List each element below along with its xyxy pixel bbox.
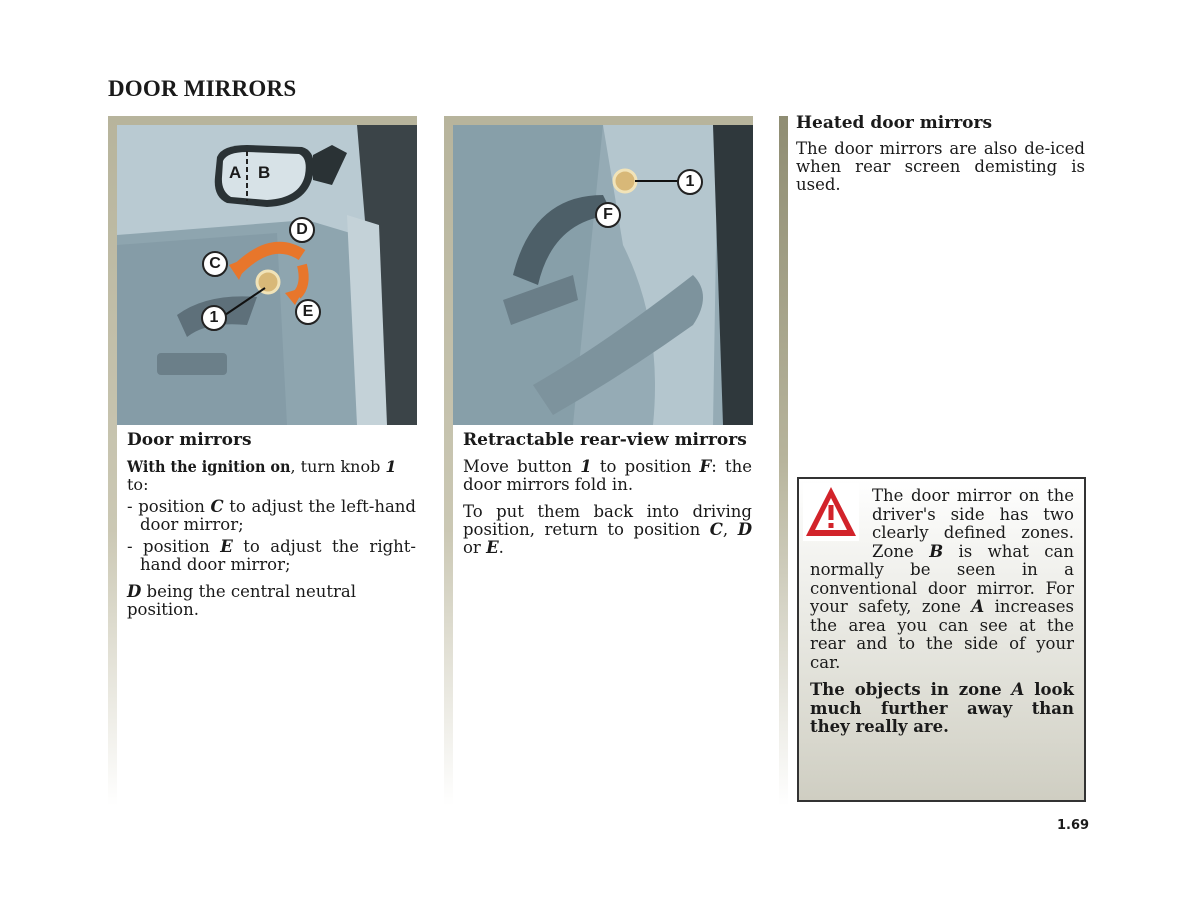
warning-p1-c: is what can normally be seen in a conventional door mirror. For your safety, zone <box>810 541 1074 616</box>
position-label-d: D <box>289 217 315 243</box>
p2-b: C <box>709 520 723 539</box>
icon-spacer <box>810 487 872 561</box>
left-column-bar <box>108 116 117 806</box>
warning-p2-a: The objects in zone <box>810 680 1012 699</box>
door-handle-illustration <box>453 125 753 425</box>
warning-paragraph-1 <box>810 487 1074 672</box>
door-mirrors-heading: Door mirrors <box>127 430 252 450</box>
page-number: 1.69 <box>1057 818 1090 833</box>
zone-label-a: A <box>229 163 242 182</box>
intro-line <box>127 458 416 494</box>
right-column-bar <box>779 116 788 806</box>
neutral-text: being the central neutral position. <box>127 582 357 619</box>
retractable-body <box>463 458 752 557</box>
left-column-top-bar <box>108 116 417 125</box>
neutral-position-line <box>127 583 416 619</box>
door-mirror-knob-figure <box>117 125 417 425</box>
p2-d: D <box>737 520 752 539</box>
p1-c: to position <box>591 457 700 476</box>
retractable-heading: Retractable rear-view mirrors <box>463 430 747 450</box>
item2-text: to adjust the right-hand door mirror; <box>140 537 416 574</box>
p1-a: Move button <box>463 457 581 476</box>
p2-e: or <box>463 538 487 557</box>
warning-p1-e: increases the area you can see at the rear and to the side of your car. <box>810 597 1074 672</box>
warning-paragraph-2 <box>810 681 1074 737</box>
item2-prefix: - position <box>127 537 221 556</box>
item2-letter: E <box>220 537 233 556</box>
knob-number: 1 <box>385 457 397 476</box>
p2-g: . <box>498 538 504 557</box>
item1-letter: C <box>210 497 224 516</box>
retract-paragraph-1 <box>463 458 752 494</box>
list-item-e <box>127 538 416 574</box>
door-mirrors-body <box>127 458 416 619</box>
warning-p1-d: A <box>971 597 985 616</box>
item1-prefix: - position <box>127 497 211 516</box>
position-label-e: E <box>295 299 321 325</box>
middle-column-top-bar <box>444 116 753 125</box>
page-title: DOOR MIRRORS <box>108 76 297 101</box>
p1-b: 1 <box>580 457 592 476</box>
p1-e: : the door mirrors fold in. <box>463 457 752 494</box>
heated-mirrors-body: The door mirrors are also de-iced when rear screen demisting is used. <box>796 139 1085 194</box>
position-label-f: F <box>595 202 621 228</box>
warning-p1-a: The door mirror on the driver's side has two clearly defined zones. Zone <box>872 486 1074 561</box>
p2-c: , <box>722 520 738 539</box>
heated-mirrors-heading: Heated door mirrors <box>796 113 993 133</box>
p1-d: F <box>699 457 712 476</box>
warning-p2-b: A <box>1011 680 1025 699</box>
warning-text <box>810 487 1074 737</box>
intro-text-a: , turn knob <box>290 457 386 476</box>
retract-paragraph-2 <box>463 503 752 557</box>
middle-column-bar <box>444 116 453 806</box>
item1-text: to adjust the left-hand door mirror; <box>140 497 416 534</box>
position-label-c: C <box>202 251 228 277</box>
retract-button-figure <box>453 125 753 425</box>
ignition-on-text: With the ignition on <box>127 457 291 476</box>
warning-p1-b: B <box>929 541 944 561</box>
button-label-1: 1 <box>677 169 703 195</box>
zone-label-b: B <box>258 163 271 182</box>
knob-label-1: 1 <box>201 305 227 331</box>
neutral-letter: D <box>127 582 142 601</box>
p2-f: E <box>486 538 499 557</box>
warning-p2-c: look much further away than they really are. <box>810 680 1074 736</box>
warning-box <box>797 477 1086 802</box>
list-item-c <box>127 498 416 534</box>
intro-text-b: to: <box>127 475 149 494</box>
p2-a: To put them back into driving position, return to position <box>463 502 752 539</box>
